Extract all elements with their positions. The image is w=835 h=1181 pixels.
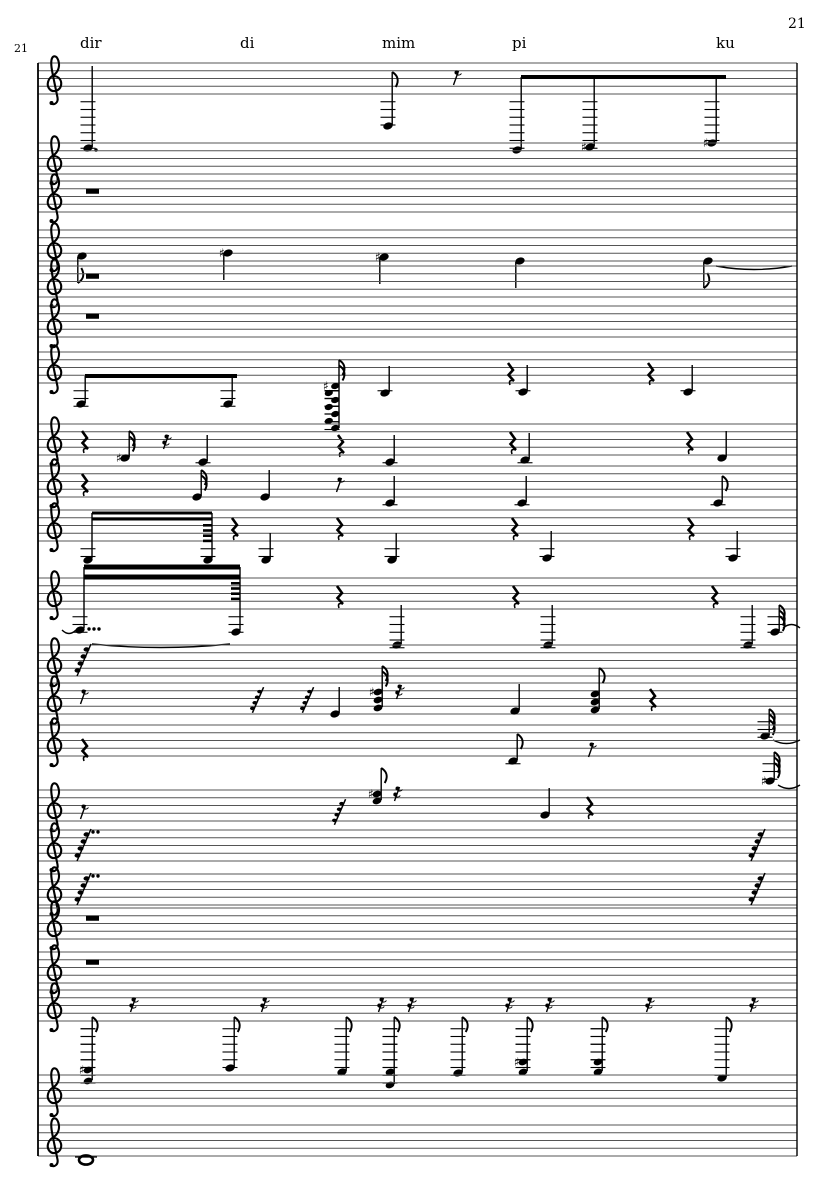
- note-flag: [462, 1017, 467, 1032]
- sharp-accidental: ♯: [116, 451, 122, 465]
- sharp-accidental: ♯: [514, 1055, 520, 1069]
- quarter-rest: [510, 432, 516, 454]
- note-head: [755, 883, 761, 887]
- quarter-rest: [337, 518, 343, 540]
- augmentation-dot: [92, 627, 95, 630]
- quarter-rest: [232, 518, 238, 540]
- staff-22: [38, 1118, 797, 1167]
- tremolo-beam-stack: [231, 592, 241, 595]
- note-head: [81, 883, 87, 887]
- quarter-rest: [512, 518, 518, 540]
- tremolo-beam-stack: [203, 534, 213, 537]
- note-flag: [92, 1017, 97, 1032]
- sixteenth-rest: [749, 998, 758, 1013]
- quarter-rest: [513, 586, 519, 608]
- staff-6: [38, 299, 797, 348]
- tremolo-beam-stack: [203, 529, 213, 532]
- tremolo-beam-stack: [231, 598, 241, 601]
- tremolo-beam: [84, 565, 240, 570]
- staff-21: [38, 1068, 797, 1117]
- quarter-rest: [82, 431, 88, 453]
- whole-measure-rest: [86, 960, 99, 965]
- quarter-rest: [688, 518, 694, 540]
- sixteenth-rest: [395, 685, 404, 700]
- sixteenth-rest: [545, 998, 554, 1013]
- note-flag: [527, 1017, 532, 1032]
- note-head: [255, 695, 260, 699]
- note-head: [300, 707, 305, 711]
- sharp-accidental: ♯: [323, 379, 329, 393]
- beam: [521, 75, 726, 79]
- staff-19: [38, 945, 797, 994]
- note-flag: [704, 273, 709, 288]
- sixteenth-rest: [645, 998, 654, 1013]
- staff-5: [38, 259, 797, 308]
- tremolo-beam: [92, 518, 212, 521]
- augmentation-dot: [96, 874, 99, 877]
- note-head: [749, 853, 755, 857]
- augmentation-dot: [96, 830, 99, 833]
- treble-clef-icon: [48, 945, 61, 994]
- tremolo-beam: [92, 512, 212, 515]
- note-head: [749, 897, 755, 901]
- note-head: [84, 876, 90, 880]
- treble-clef-icon: [48, 345, 61, 394]
- augmentation-dot: [97, 627, 100, 630]
- note-head: [758, 832, 764, 836]
- note-head: [752, 846, 758, 850]
- treble-clef-icon: [48, 638, 61, 687]
- eighth-rest: [589, 743, 597, 758]
- note-head: [307, 690, 312, 694]
- sixteenth-rest: [377, 998, 386, 1013]
- note-head: [337, 807, 342, 811]
- treble-clef-icon: [48, 1068, 61, 1117]
- note-head: [324, 403, 334, 411]
- augmentation-dot: [91, 874, 94, 877]
- note-flag: [602, 1017, 607, 1032]
- note-flag: [394, 1017, 399, 1032]
- sixteenth-rest: [393, 787, 402, 802]
- staff-14: [38, 718, 800, 788]
- whole-measure-rest: [86, 314, 99, 319]
- note-head: [334, 813, 339, 817]
- staff-15: [38, 768, 797, 832]
- treble-clef-icon: [48, 571, 61, 620]
- note-head: [78, 661, 84, 665]
- staff-9: [38, 459, 797, 508]
- quarter-rest: [648, 363, 654, 385]
- tremolo-beam: [84, 575, 240, 580]
- sharp-accidental: ♯: [581, 140, 587, 154]
- staff-18: [38, 901, 797, 950]
- staff-8: [38, 417, 797, 466]
- note-head: [252, 701, 257, 705]
- staff-7: [38, 345, 797, 457]
- tremolo-beam-stack: [203, 540, 213, 543]
- eighth-rest: [337, 478, 345, 493]
- whole-measure-rest: [86, 916, 99, 921]
- note-head: [75, 853, 81, 857]
- sixteenth-rest: [505, 998, 514, 1013]
- note-head: [302, 701, 307, 705]
- staff-1: [38, 56, 797, 154]
- note-head: [78, 846, 84, 850]
- lyric-syllable: mim: [382, 34, 416, 52]
- staff-13: [38, 666, 800, 744]
- treble-clef-icon: [48, 718, 61, 767]
- note-head: [257, 690, 262, 694]
- note-head: [339, 802, 344, 806]
- treble-clef-icon: [48, 983, 61, 1032]
- treble-clef-icon: [48, 136, 61, 185]
- treble-clef-icon: [48, 174, 61, 223]
- quarter-rest: [587, 797, 593, 819]
- staves: [38, 56, 800, 1167]
- augmentation-dot: [91, 830, 94, 833]
- quarter-rest: [508, 363, 514, 385]
- treble-clef-icon: [48, 901, 61, 950]
- quarter-rest: [687, 432, 693, 454]
- treble-clef-icon: [48, 1118, 61, 1167]
- note-head: [84, 832, 90, 836]
- sharp-accidental: ♯: [761, 774, 767, 788]
- note-flag: [234, 1017, 239, 1032]
- note-head: [75, 897, 81, 901]
- sharp-accidental: ♯: [368, 787, 374, 801]
- quarter-rest: [82, 739, 88, 761]
- sharp-accidental: ♯: [703, 136, 709, 150]
- treble-clef-icon: [48, 459, 61, 508]
- staff-16: [38, 823, 797, 872]
- whole-measure-rest: [86, 189, 99, 194]
- note-head: [758, 876, 764, 880]
- staff-11: [38, 565, 800, 650]
- tremolo-beam-stack: [231, 587, 241, 590]
- note-head: [81, 654, 87, 658]
- treble-clef-icon: [48, 783, 61, 832]
- sharp-accidental: ♯: [369, 685, 375, 699]
- measure-number: 21: [14, 42, 28, 55]
- page-number: 21: [788, 16, 806, 32]
- sharp-accidental: ♯: [375, 250, 381, 264]
- staff-10: [38, 503, 797, 564]
- lyric-syllable: pi: [512, 34, 527, 52]
- lyric-syllable: ku: [716, 34, 735, 52]
- augmentation-dot: [87, 627, 90, 630]
- staff-4: [38, 223, 797, 288]
- note-flag: [78, 268, 83, 283]
- note-head: [84, 647, 90, 651]
- quarter-rest: [337, 586, 343, 608]
- quarter-rest: [338, 435, 344, 457]
- tremolo-beam-stack: [203, 524, 213, 527]
- note-head: [755, 839, 761, 843]
- note-head: [752, 890, 758, 894]
- lyric-syllable: di: [240, 34, 255, 52]
- sixteenth-rest: [407, 998, 416, 1013]
- sixteenth-rest: [129, 998, 138, 1013]
- treble-clef-icon: [48, 259, 61, 308]
- quarter-rest: [82, 474, 88, 496]
- quarter-rest: [712, 586, 718, 608]
- eighth-rest: [454, 71, 462, 86]
- staff-2: [38, 136, 797, 185]
- note-flag: [517, 734, 522, 749]
- sixteenth-rest: [260, 998, 269, 1013]
- sharp-accidental: ♯: [79, 1063, 85, 1077]
- note-flag: [392, 72, 397, 87]
- note-head: [250, 707, 255, 711]
- note-head: [81, 839, 87, 843]
- treble-clef-icon: [48, 56, 61, 105]
- eighth-rest: [81, 805, 89, 820]
- sharp-accidental: ♯: [219, 246, 225, 260]
- lyric-syllable: dir: [80, 34, 102, 52]
- note-head: [78, 890, 84, 894]
- note-head: [305, 695, 310, 699]
- note-flag: [381, 768, 386, 783]
- staff-3: [38, 174, 797, 223]
- note-flag: [726, 1017, 731, 1032]
- note-flag: [346, 1017, 351, 1032]
- note-head: [75, 668, 81, 672]
- note-head: [332, 819, 337, 823]
- quarter-rest: [650, 689, 656, 711]
- staff-20: [38, 983, 797, 1089]
- eighth-rest: [81, 690, 89, 705]
- tremolo-beam-stack: [231, 582, 241, 585]
- staff-17: [38, 867, 797, 916]
- lyrics-line: [80, 34, 735, 52]
- staff-12: [38, 638, 797, 687]
- treble-clef-icon: [48, 503, 61, 552]
- whole-measure-rest: [86, 274, 99, 279]
- beam: [85, 374, 237, 378]
